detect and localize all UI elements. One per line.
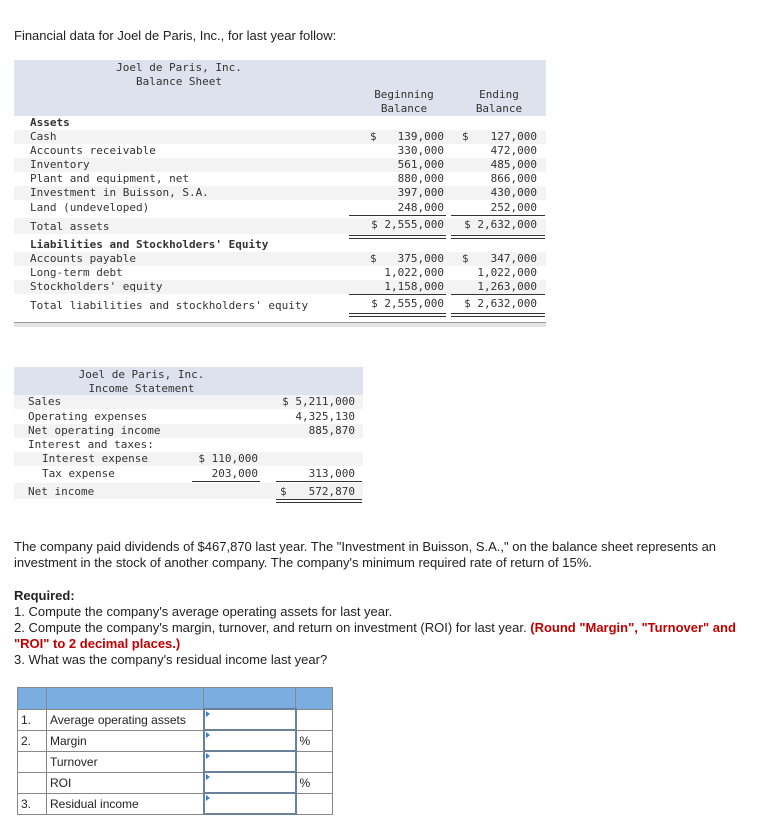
answer-cell bbox=[204, 793, 296, 814]
row-label: Total liabilities and stockholders' equity bbox=[30, 299, 309, 312]
underline bbox=[451, 215, 545, 216]
end-value: 866,000 bbox=[490, 172, 537, 185]
value: 4,325,130 bbox=[295, 410, 355, 423]
dollar-sign: $ bbox=[462, 252, 469, 265]
income-statement bbox=[14, 367, 363, 502]
rounding-note: (Round "Margin", "Turnover" and "ROI" to 2 decimal places.) bbox=[14, 620, 736, 651]
end-value: 127,000 bbox=[490, 130, 537, 143]
row-label: Interest expense bbox=[42, 452, 148, 465]
row-label: Operating expenses bbox=[28, 410, 148, 423]
underline bbox=[192, 481, 260, 482]
answer-row bbox=[18, 751, 333, 772]
table-row bbox=[14, 172, 546, 186]
row-label: Interest and taxes: bbox=[28, 438, 154, 451]
row-label: Residual income bbox=[47, 793, 204, 814]
underline bbox=[451, 294, 545, 295]
answer-row bbox=[18, 772, 333, 793]
row-label: Margin bbox=[47, 730, 204, 751]
liabilities-heading-row bbox=[14, 238, 546, 252]
table-row bbox=[14, 395, 363, 409]
required-heading: Required: bbox=[14, 588, 75, 603]
dividends-paragraph: The company paid dividends of $467,870 last year. The "Investment in Buisson, S.A.," on the balance sheet represents an investment in the stock of another company. The company's minimum required rate of return of 15%. bbox=[14, 539, 717, 570]
turnover-input[interactable] bbox=[205, 752, 295, 771]
col-header-line: Beginning bbox=[374, 88, 434, 101]
end-value: $ 2,632,000 bbox=[464, 297, 537, 310]
total-assets-row bbox=[14, 218, 546, 234]
answer-cell bbox=[204, 751, 296, 772]
end-value: 347,000 bbox=[490, 252, 537, 265]
answer-cell bbox=[204, 730, 296, 751]
begin-value: 1,158,000 bbox=[384, 280, 444, 293]
required-section bbox=[14, 588, 759, 668]
value: $ 110,000 bbox=[198, 452, 258, 465]
margin-input[interactable] bbox=[205, 731, 295, 750]
begin-value: 330,000 bbox=[397, 144, 444, 157]
company-name: Joel de Paris, Inc. bbox=[116, 61, 242, 74]
answer-cell bbox=[204, 709, 296, 730]
begin-value: 248,000 bbox=[397, 201, 444, 214]
row-label: Total assets bbox=[30, 220, 110, 233]
row-label: Net operating income bbox=[28, 424, 161, 437]
double-underline bbox=[276, 499, 362, 503]
begin-value: 1,022,000 bbox=[384, 266, 444, 279]
end-value: 472,000 bbox=[490, 144, 537, 157]
unit: % bbox=[296, 772, 333, 793]
begin-value: 880,000 bbox=[397, 172, 444, 185]
header-cell bbox=[204, 688, 296, 710]
header-cell bbox=[296, 688, 333, 710]
table-row bbox=[14, 467, 363, 481]
row-number: 3. bbox=[18, 793, 47, 814]
end-value: 252,000 bbox=[490, 201, 537, 214]
table-row bbox=[14, 186, 546, 200]
intro-text: Financial data for Joel de Paris, Inc., for last year follow: bbox=[14, 28, 337, 43]
end-value: 1,022,000 bbox=[477, 266, 537, 279]
header-cell bbox=[18, 688, 47, 710]
balance-sheet bbox=[14, 60, 546, 328]
flag-icon bbox=[206, 774, 210, 780]
value: 885,870 bbox=[308, 424, 355, 437]
row-label: Average operating assets bbox=[47, 709, 204, 730]
answer-row bbox=[18, 793, 333, 814]
row-label: Tax expense bbox=[42, 467, 115, 480]
answer-row bbox=[18, 709, 333, 730]
double-underline bbox=[349, 313, 446, 317]
table-row bbox=[14, 130, 546, 144]
row-label: Investment in Buisson, S.A. bbox=[30, 186, 209, 199]
row-number bbox=[18, 751, 47, 772]
row-label: Net income bbox=[28, 485, 95, 498]
underline bbox=[349, 294, 446, 295]
row-label: Accounts receivable bbox=[30, 144, 156, 157]
section-heading: Liabilities and Stockholders' Equity bbox=[30, 238, 269, 251]
col-header-line: Balance bbox=[475, 102, 523, 115]
table-row bbox=[14, 438, 363, 452]
question-3: 3. What was the company's residual income last year? bbox=[14, 652, 328, 667]
dollar-sign: $ bbox=[370, 130, 377, 143]
end-value: 1,263,000 bbox=[477, 280, 537, 293]
row-label: ROI bbox=[47, 772, 204, 793]
value: 313,000 bbox=[308, 467, 355, 480]
begin-value: 139,000 bbox=[397, 130, 444, 143]
company-name: Joel de Paris, Inc. bbox=[78, 368, 205, 381]
table-row bbox=[14, 144, 546, 158]
average-operating-assets-input[interactable] bbox=[205, 710, 295, 729]
unit bbox=[296, 751, 333, 772]
row-label: Sales bbox=[28, 395, 62, 408]
assets-heading-row bbox=[14, 116, 546, 130]
table-row bbox=[14, 280, 546, 294]
roi-input[interactable] bbox=[205, 773, 295, 792]
end-value: 485,000 bbox=[490, 158, 537, 171]
table-row bbox=[14, 252, 546, 266]
income-statement-title bbox=[14, 368, 269, 396]
row-label: Stockholders' equity bbox=[30, 280, 163, 293]
begin-value: 375,000 bbox=[397, 252, 444, 265]
begin-value: $ 2,555,000 bbox=[371, 297, 444, 310]
question-2 bbox=[14, 620, 759, 652]
row-label: Inventory bbox=[30, 158, 90, 171]
flag-icon bbox=[206, 711, 210, 717]
residual-income-input[interactable] bbox=[205, 794, 295, 813]
row-label: Long-term debt bbox=[30, 266, 123, 279]
row-label: Accounts payable bbox=[30, 252, 136, 265]
row-label: Plant and equipment, net bbox=[30, 172, 189, 185]
unit: % bbox=[296, 730, 333, 751]
row-number bbox=[18, 772, 47, 793]
end-value: 430,000 bbox=[490, 186, 537, 199]
row-number: 1. bbox=[18, 709, 47, 730]
dollar-sign: $ bbox=[370, 252, 377, 265]
answer-row bbox=[18, 730, 333, 751]
answer-cell bbox=[204, 772, 296, 793]
underline bbox=[349, 215, 446, 216]
col-header-line: Ending bbox=[479, 88, 519, 101]
underline bbox=[276, 481, 362, 482]
table-row bbox=[14, 410, 363, 424]
flag-icon bbox=[206, 732, 210, 738]
table-row bbox=[14, 158, 546, 172]
col-beginning-header bbox=[359, 88, 449, 116]
begin-value: 397,000 bbox=[397, 186, 444, 199]
value: 203,000 bbox=[211, 467, 258, 480]
unit bbox=[296, 709, 333, 730]
question-2-text: 2. Compute the company's margin, turnover, and return on investment (ROI) for last year. bbox=[14, 620, 527, 635]
header-cell bbox=[47, 688, 204, 710]
balance-sheet-title bbox=[14, 61, 344, 89]
answer-table-header bbox=[18, 688, 333, 710]
col-ending-header bbox=[454, 88, 544, 116]
double-underline bbox=[451, 313, 545, 317]
begin-value: 561,000 bbox=[397, 158, 444, 171]
row-label: Cash bbox=[30, 130, 57, 143]
dollar-sign: $ bbox=[462, 130, 469, 143]
question-1: 1. Compute the company's average operating assets for last year. bbox=[14, 604, 393, 619]
end-value: $ 2,632,000 bbox=[464, 218, 537, 231]
statement-title: Balance Sheet bbox=[135, 75, 223, 88]
net-income-row bbox=[14, 483, 363, 499]
statement-title: Income Statement bbox=[88, 382, 195, 395]
table-row bbox=[14, 201, 546, 215]
section-heading: Assets bbox=[30, 116, 70, 129]
row-label: Turnover bbox=[47, 751, 204, 772]
answer-table bbox=[17, 687, 333, 815]
unit bbox=[296, 793, 333, 814]
table-row bbox=[14, 452, 363, 466]
dollar-sign: $ bbox=[280, 485, 287, 498]
flag-icon bbox=[206, 795, 210, 801]
total-liabilities-row bbox=[14, 297, 546, 313]
row-number: 2. bbox=[18, 730, 47, 751]
table-row bbox=[14, 424, 363, 438]
value: 572,870 bbox=[308, 485, 355, 498]
value: $ 5,211,000 bbox=[282, 395, 355, 408]
col-header-line: Balance bbox=[380, 102, 428, 115]
table-row bbox=[14, 266, 546, 280]
flag-icon bbox=[206, 753, 210, 759]
table-bottom-border bbox=[14, 322, 546, 327]
row-label: Land (undeveloped) bbox=[30, 201, 150, 214]
begin-value: $ 2,555,000 bbox=[371, 218, 444, 231]
